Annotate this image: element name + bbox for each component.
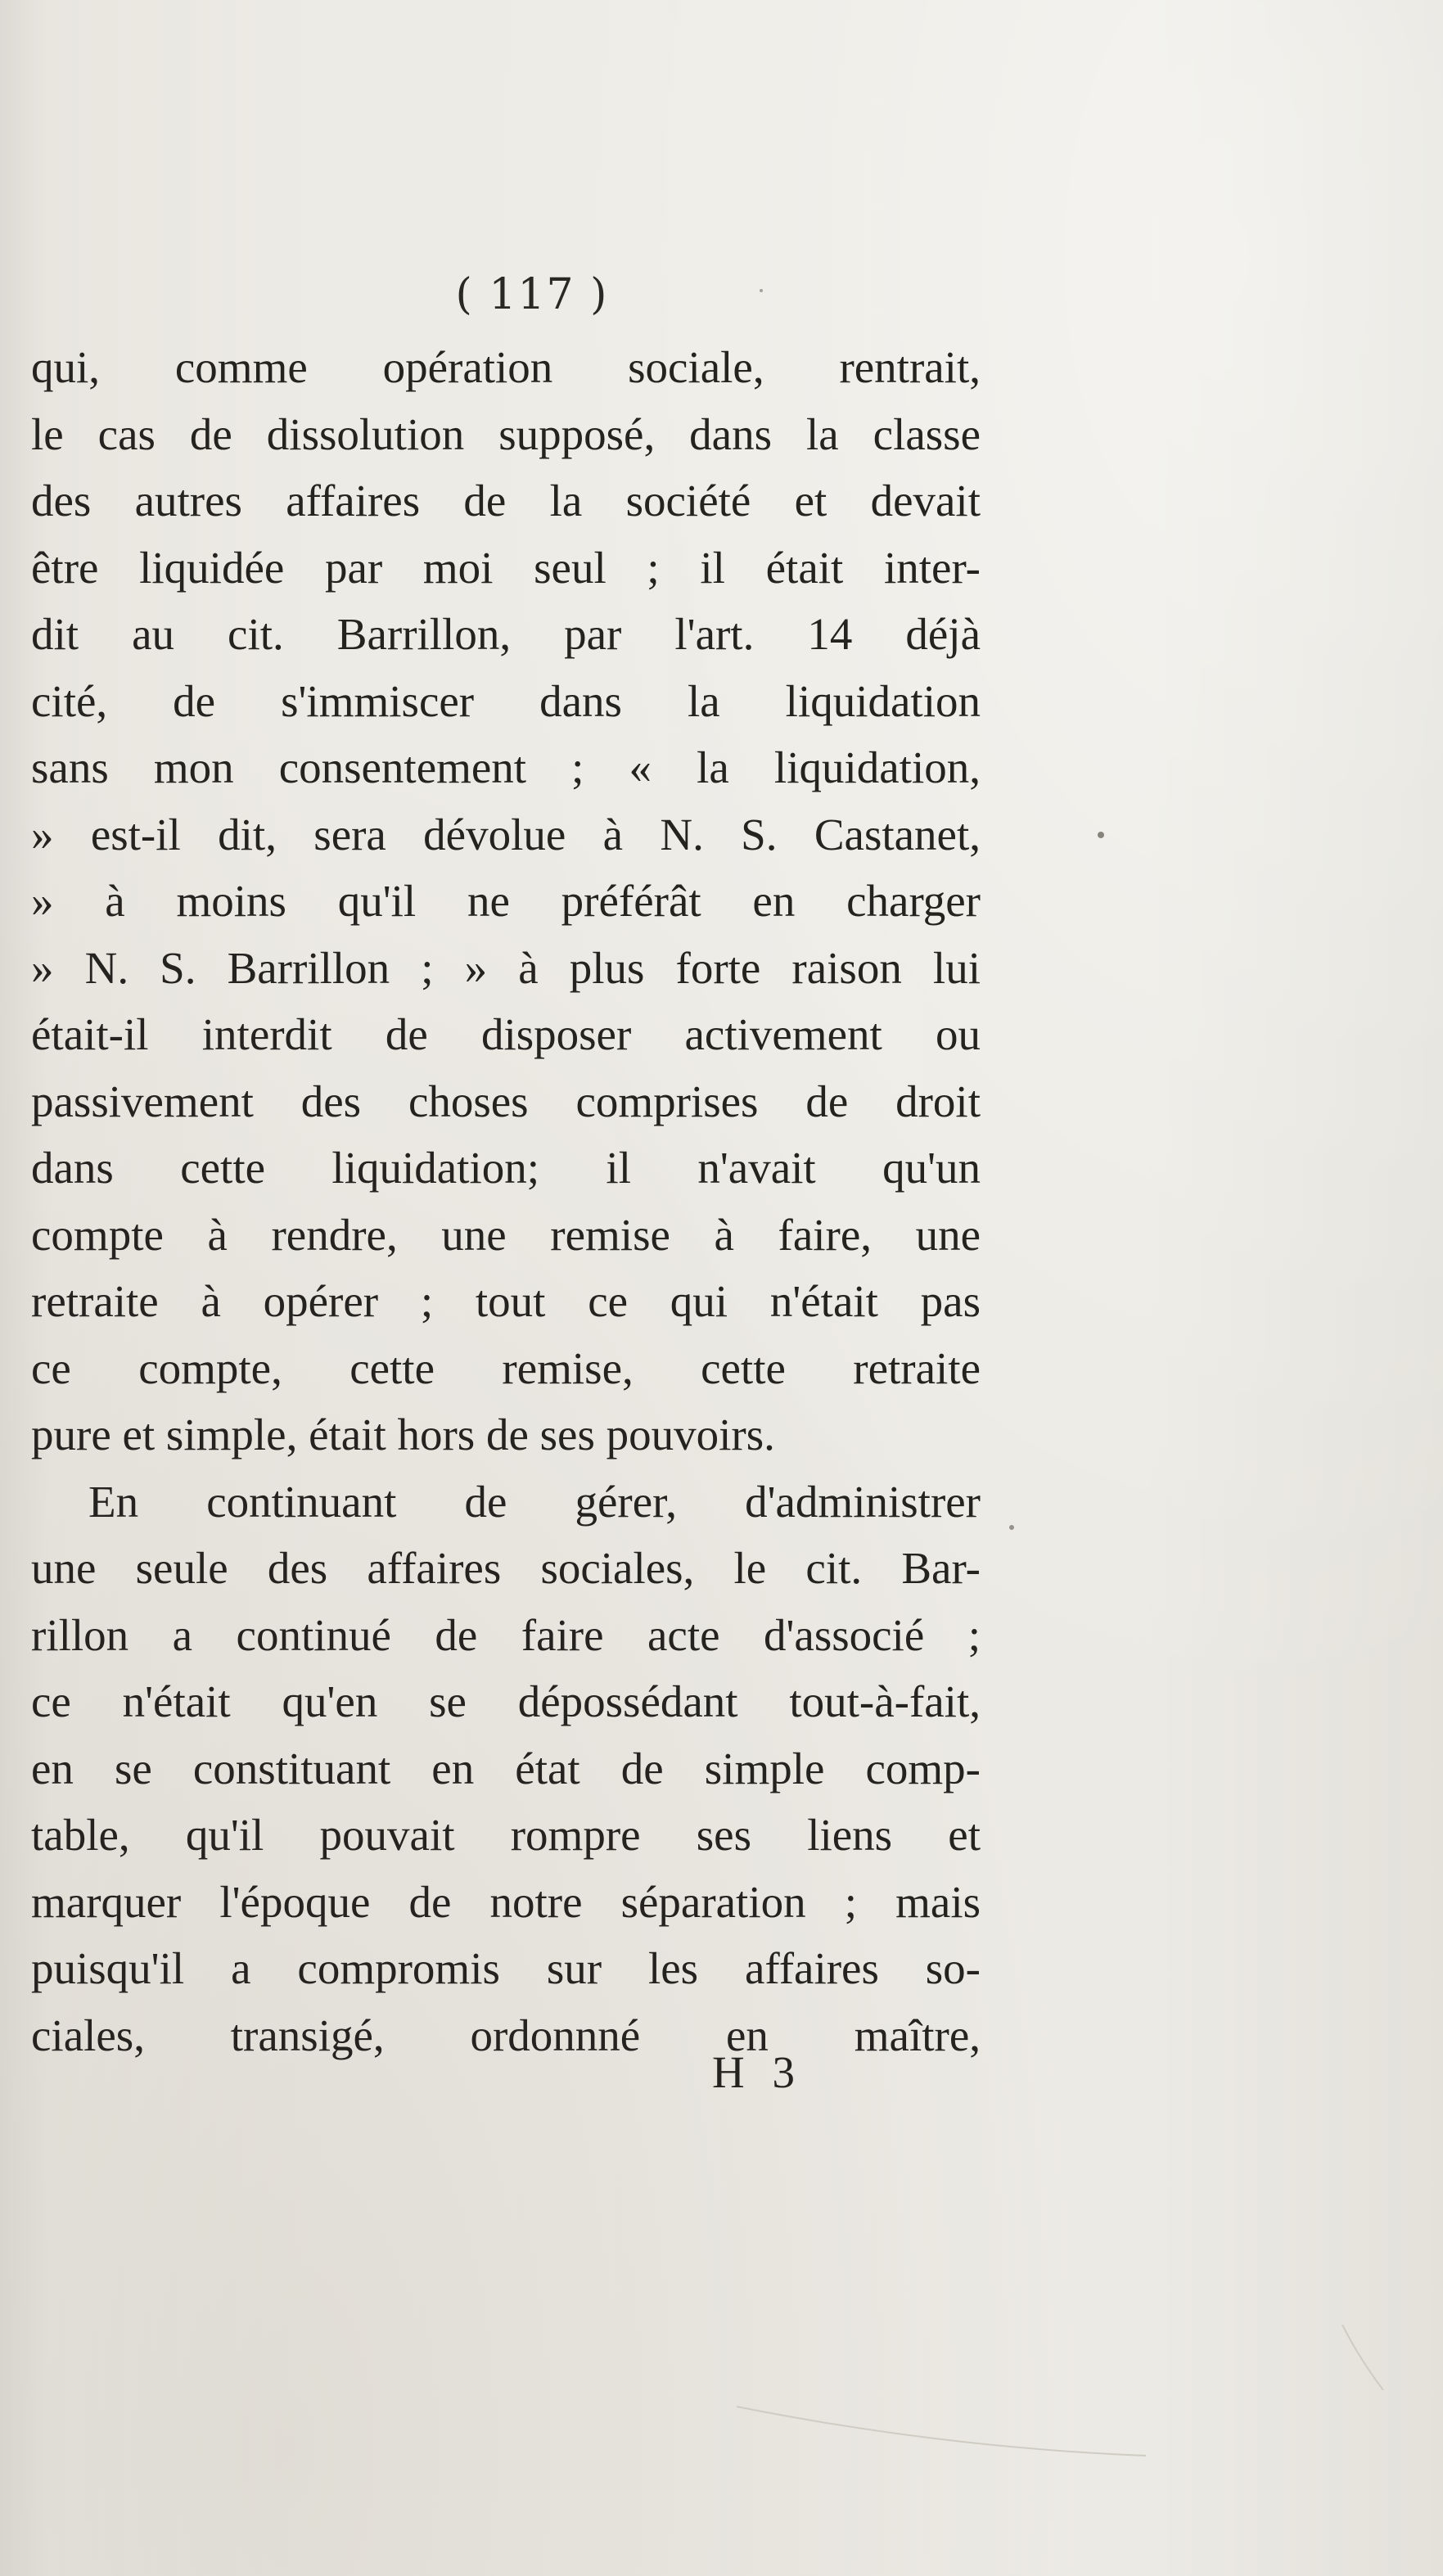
paper-speck	[1009, 1525, 1014, 1530]
signature-mark: H 3	[712, 2047, 803, 2097]
text-line: qui, comme opération sociale, rentrait,	[31, 342, 981, 392]
text-line: cité, de s'immiscer dans la liquidation	[31, 675, 981, 726]
text-line: rillon a continué de faire acte d'associé ;	[31, 1609, 981, 1660]
text-line: En continuant de gérer, d'administrer	[88, 1476, 981, 1527]
text-line: passivement des choses comprises de droit	[31, 1076, 981, 1126]
text-line: compte à rendre, une remise à faire, une	[31, 1209, 981, 1260]
page-number: ( 117 )	[455, 270, 609, 319]
text-line: dans cette liquidation; il n'avait qu'un	[31, 1143, 981, 1193]
text-line: » est-il dit, sera dévolue à N. S. Castanet,	[31, 809, 981, 859]
text-line: puisqu'il a compromis sur les affaires so-	[31, 1943, 981, 1993]
text-line: retraite à opérer ; tout ce qui n'était pas	[31, 1276, 981, 1326]
text-line: être liquidée par moi seul ; il était inter-	[31, 542, 981, 593]
text-line: pure et simple, était hors de ses pouvoirs.	[31, 1410, 775, 1459]
text-line: dit au cit. Barrillon, par l'art. 14 déjà	[31, 609, 981, 659]
paper-crease	[737, 2407, 1146, 2456]
text-line: une seule des affaires sociales, le cit. Bar-	[31, 1543, 981, 1593]
text-line: » à moins qu'il ne préférât en charger	[31, 876, 981, 926]
text-line: ce compte, cette remise, cette retraite	[31, 1342, 981, 1393]
text-line: sans mon consentement ; « la liquidation,	[31, 742, 981, 792]
text-line: des autres affaires de la société et devait	[31, 476, 981, 526]
body-text	[31, 334, 981, 2068]
paper-speck	[1098, 832, 1104, 838]
paper-crease	[1342, 2325, 1383, 2390]
text-line: marquer l'époque de notre séparation ; mais	[31, 1876, 981, 1927]
text-line: était-il interdit de disposer activement ou	[31, 1009, 981, 1059]
text-line: ce n'était qu'en se dépossédant tout-à-fait,	[31, 1676, 981, 1726]
text-line: en se constituant en état de simple comp-	[31, 1743, 981, 1793]
text-line: ciales, transigé, ordonnné en maître,	[31, 2010, 981, 2060]
text-line: » N. S. Barrillon ; » à plus forte raison lui	[31, 942, 981, 993]
text-line: table, qu'il pouvait rompre ses liens et	[31, 1810, 981, 1860]
text-line: le cas de dissolution supposé, dans la classe	[31, 408, 981, 459]
